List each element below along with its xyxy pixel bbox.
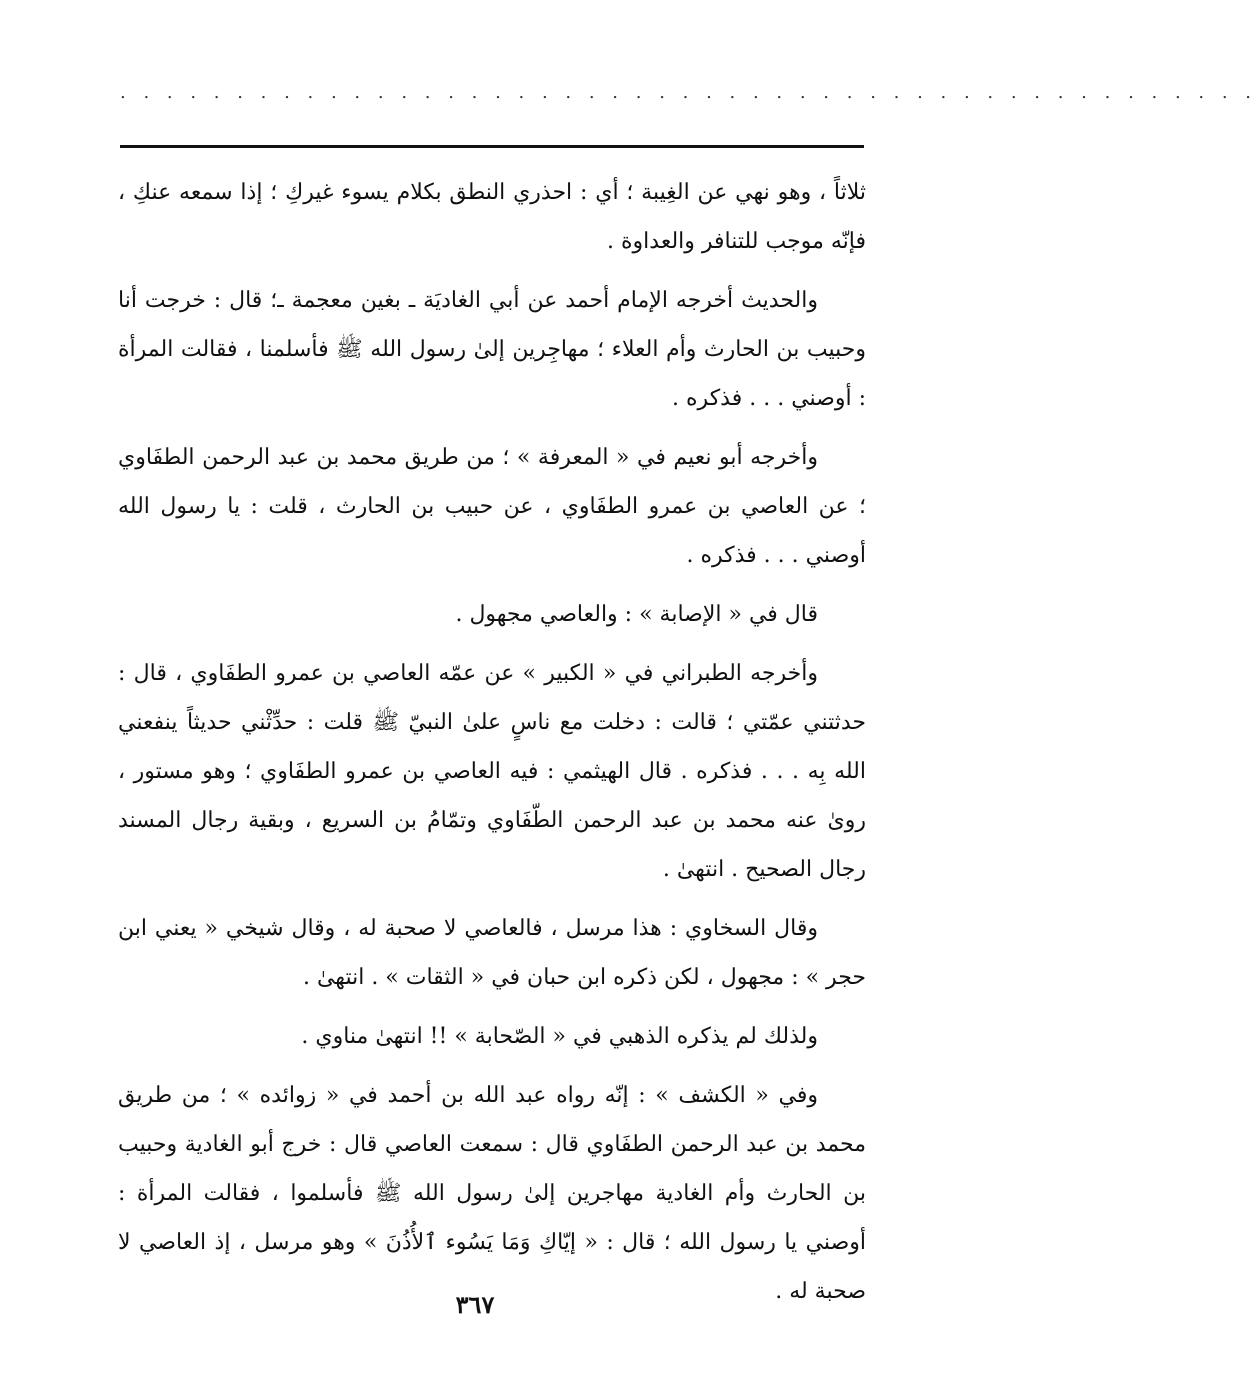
paragraph-1: ثلاثاً ، وهو نهي عن الغِيبة ؛ أي : احذري النطق بكلام يسوء غيركِ ؛ إذا سمعه عنكِ ، فإنّه موجب للتنافر والعداوة .	[118, 180, 866, 254]
page-number: ٣٦٧	[455, 1290, 495, 1319]
main-text	[118, 168, 866, 1326]
paragraph-3: وأخرجه أبو نعيم في « المعرفة » ؛ من طريق محمد بن عبد الرحمن الطفَاوي ؛ عن العاصي بن عمرو الطفَاوي ، عن حبيب بن الحارث ، قلت : يا رسول الله أوصني . . . فذكره .	[118, 445, 866, 568]
paragraph-6: وقال السخاوي : هذا مرسل ، فالعاصي لا صحبة له ، وقال شيخي « يعني ابن حجر » : مجهول ، لكن ذكره ابن حبان في « الثقات » . انتهىٰ .	[118, 916, 866, 990]
header-dotted-line: . . . . . . . . . . . . . . . . . . . . . . . . . . . . . . . . . . . . . . . . . . . . . . . . .	[120, 82, 1257, 103]
paragraph-8: وفي « الكشف » : إنّه رواه عبد الله بن أحمد في « زوائده » ؛ من طريق محمد بن عبد الرحمن الطفَاوي قال : سمعت العاصي قال : خرج أبو الغادية وحبيب بن الحارث وأم الغادية مهاجرين إلىٰ رسول الله ﷺ فأسلموا ، فقالت المرأة : أوصني يا رسول الله ؛ قال : « إيّاكِ وَمَا يَسُوء ٱلأُذُنَ » وهو مرسل ، إذ العاصي لا صحبة له .	[118, 1083, 866, 1304]
header-rule	[120, 145, 864, 148]
paragraph-2: والحديث أخرجه الإمام أحمد عن أبي الغاديَة ـ بغين معجمة ـ؛ قال : خرجت أنا وحبيب بن الحارث وأم العلاء ؛ مهاجِرين إلىٰ رسول الله ﷺ فأسلمنا ، فقالت المرأة : أوصني . . . فذكره .	[118, 288, 866, 411]
paragraph-7: ولذلك لم يذكره الذهبي في « الصّحابة » !! انتهىٰ مناوي .	[301, 1024, 818, 1049]
paragraph-5: وأخرجه الطبراني في « الكبير » عن عمّه العاصي بن عمرو الطفَاوي ، قال : حدثتني عمّتي ؛ قالت : دخلت مع ناسٍ علىٰ النبيّ ﷺ قلت : حدِّثْني حديثاً ينفعني الله بِه . . . فذكره . قال الهيثمي : فيه العاصي بن عمرو الطفَاوي ؛ وهو مستور ، روىٰ عنه محمد بن عبد الرحمن الطّفَاوي وتمّامُ بن السريع ، وبقية رجال المسند رجال الصحيح . انتهىٰ .	[118, 661, 866, 882]
paragraph-4: قال في « الإصابة » : والعاصي مجهول .	[455, 602, 818, 627]
